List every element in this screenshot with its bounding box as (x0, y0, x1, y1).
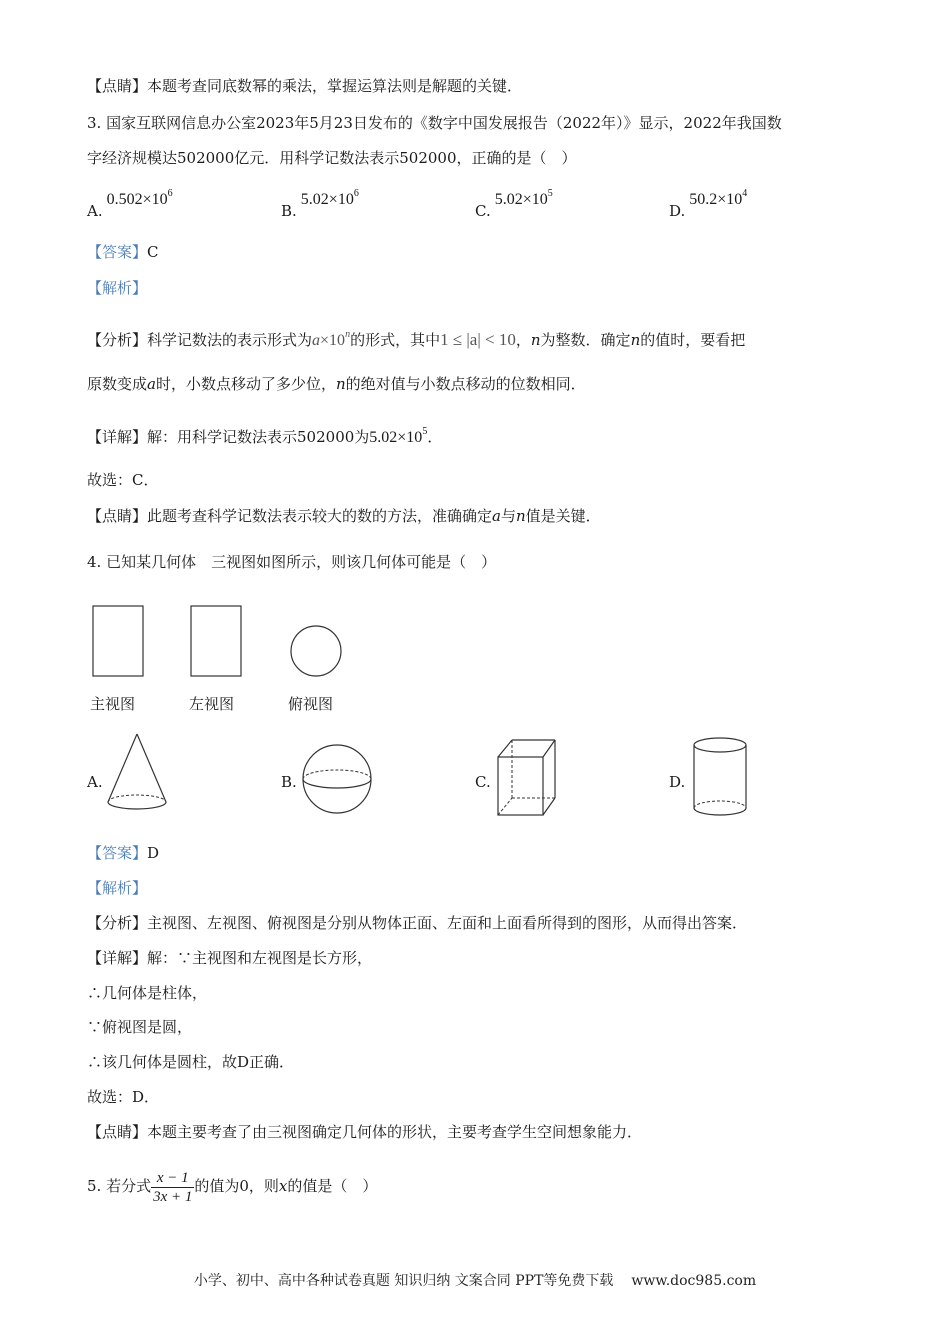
q3-note: 【点睛】此题考查科学记数法表示较大的数的方法，准确确定a与n值是关键． (87, 507, 601, 525)
q4-note: 【点睛】本题主要考查了由三视图确定几何体的形状，主要考查学生空间想象能力． (87, 1123, 643, 1141)
cone-icon (108, 734, 166, 809)
q4-option-d: D. (669, 773, 686, 791)
option-value: $50.2\times 10^4$ (689, 188, 748, 208)
top-view-circle (291, 626, 341, 676)
cylinder-icon (694, 738, 746, 815)
q4-jiexi-tag: 【解析】 (87, 879, 148, 897)
q4-analysis: 【分析】主视图、左视图、俯视图是分别从物体正面、左面和上面看所得到的图形，从而得出答案． (87, 914, 748, 932)
option-value: $0.502\times 10^6$ (106, 188, 173, 208)
side-view-label: 左视图 (189, 695, 235, 713)
q5-fraction: $\frac{x - 1}{3x + 1}$ (153, 1169, 193, 1205)
cuboid-icon (498, 740, 555, 815)
footer-text: 小学、初中、高中各种试卷真题 知识归纳 文案合同 PPT等免费下载 (193, 1273, 614, 1289)
answer-tag: 【答案】 (87, 243, 148, 261)
answer-value: D (147, 844, 160, 862)
option-value: $5.02\times 10^5$ (494, 188, 553, 208)
q4-option-b: B. (281, 773, 297, 791)
q4-stem: 4. 已知某几何体 三视图如图所示，则该几何体可能是（ ） (87, 553, 497, 571)
q3-stem-line2: 字经济规模达502000亿元．用科学记数法表示502000，正确的是（ ） (87, 149, 577, 167)
q3-choose: 故选：C． (87, 471, 159, 489)
top-view-label: 俯视图 (288, 695, 334, 713)
q3-analysis-line2: 原数变成a时，小数点移动了多少位，n的绝对值与小数点移动的位数相同． (87, 375, 586, 393)
side-view-rect (191, 606, 241, 676)
q4-detail-4: ∴该几何体是圆柱，故D正确． (87, 1053, 295, 1071)
option-letter: C. (475, 202, 491, 220)
sphere-icon (303, 745, 371, 813)
front-view-label: 主视图 (90, 695, 136, 713)
page-footer (0, 1270, 950, 1290)
q4-detail-3: ∵俯视图是圆， (87, 1018, 193, 1036)
q4-answer (87, 843, 159, 863)
q5-stem: 5. 若分式 $\frac{x - 1}{3x + 1}$ 的值为0，则x的值是（ ） (87, 1169, 378, 1205)
option-letter: B. (281, 202, 297, 220)
option-letter: A. (87, 202, 103, 220)
option-letter: D. (669, 202, 686, 220)
q4-detail-1: 【详解】解：∵主视图和左视图是长方形， (87, 949, 373, 967)
option-value: $5.02\times 10^6$ (300, 188, 359, 208)
answer-value: C (147, 243, 159, 261)
q4-option-c: C. (475, 773, 491, 791)
q3-analysis-line1: 【分析】科学记数法的表示形式为$a\times 10^n$的形式，其中1 ≤ |a| < 10，n为整数．确定n的值时，要看把 (87, 329, 746, 349)
answer-tag: 【答案】 (87, 844, 148, 862)
q3-stem-line1: 3. 国家互联网信息办公室2023年5月23日发布的《数字中国发展报告（2022年）》显示，2022年我国数 (87, 114, 782, 132)
q3-detail: 【详解】解：用科学记数法表示502000为$5.02\times 10^5$． (87, 426, 443, 446)
q3-jiexi-tag: 【解析】 (87, 279, 148, 297)
q4-option-a: A. (87, 773, 103, 791)
q2-note: 【点睛】本题考查同底数幂的乘法，掌握运算法则是解题的关键． (87, 77, 523, 95)
footer-link[interactable]: www.doc985.com (631, 1273, 757, 1289)
q4-choose: 故选：D． (87, 1088, 160, 1106)
q4-detail-2: ∴几何体是柱体， (87, 984, 208, 1002)
front-view-rect (93, 606, 143, 676)
